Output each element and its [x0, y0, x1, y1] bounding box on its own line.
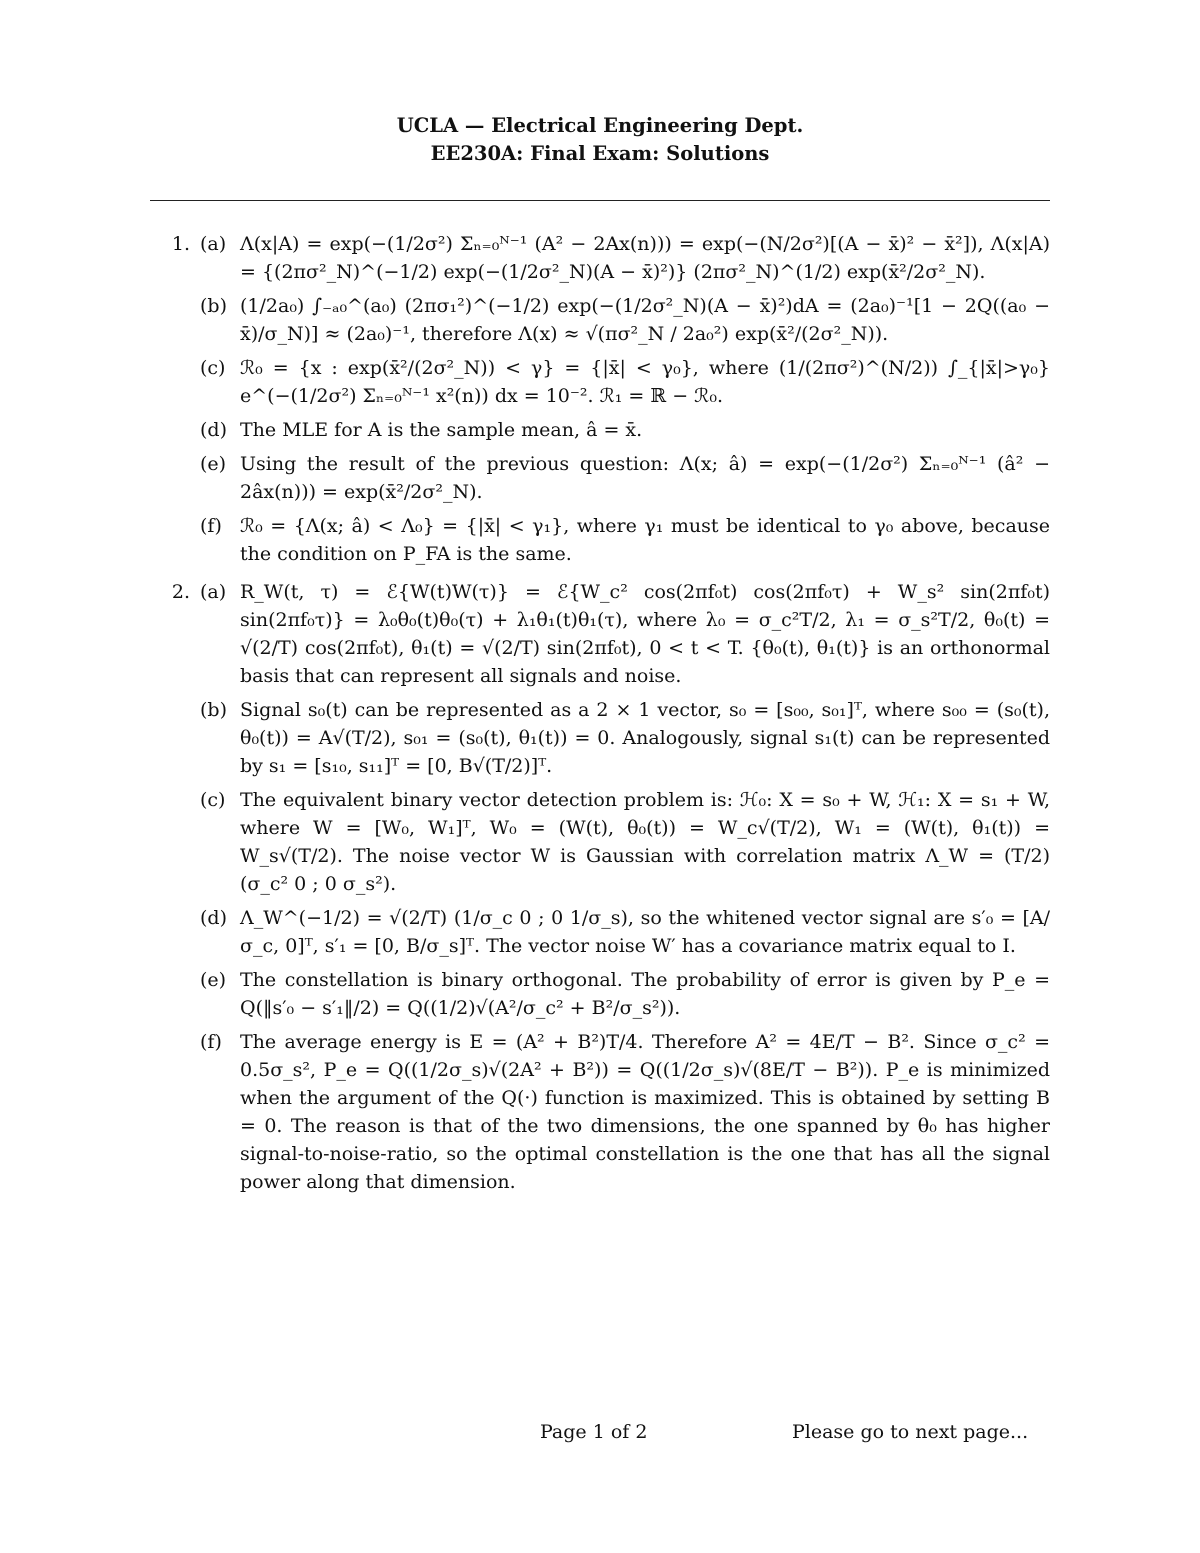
part-label: (b)	[200, 295, 227, 317]
problem-1-part-b	[200, 292, 1050, 348]
problem-2	[150, 578, 1050, 1196]
part-text: The average energy is E = (A² + B²)T/4. Therefore A² = 4E/T − B². Since σ_c² = 0.5σ_s², P_e = Q((1/2σ_s)√(2A² + B²)) = Q((1/2σ_s)√(8E/T − B²)). P_e is minimized when the argument of the Q(·) function is maximized. This is obtained by setting B = 0. The reason is that of the two dimensions, the one spanned by θ₀ has higher signal-to-noise-ratio, so the optimal constellation is the one that has all the signal power along that dimension.	[240, 1031, 1050, 1193]
part-text: ℛ₀ = {x : exp(x̄²/(2σ²_N)) < γ} = {|x̄| < γ₀}, where (1/(2πσ²)^(N/2)) ∫_{|x̄|>γ₀} e^(−(1/2σ²) Σₙ₌₀ᴺ⁻¹ x²(n)) dx = 10⁻². ℛ₁ = ℝ − ℛ₀.	[240, 357, 1050, 407]
problem-1-part-f	[200, 512, 1050, 568]
part-label: (f)	[200, 1031, 222, 1053]
problem-2-part-c	[200, 786, 1050, 898]
part-text: The MLE for A is the sample mean, â = x̄.	[240, 419, 643, 441]
problem-2-part-f	[200, 1028, 1050, 1196]
part-label: (e)	[200, 453, 227, 475]
part-label: (f)	[200, 515, 222, 537]
problem-2-part-b	[200, 696, 1050, 780]
part-label: (e)	[200, 969, 227, 991]
part-text: Λ(x|A) = exp(−(1/2σ²) Σₙ₌₀ᴺ⁻¹ (A² − 2Ax(n))) = exp(−(N/2σ²)[(A − x̄)² − x̄²]), Λ(x|A) = {(2πσ²_N)^(−1/2) exp(−(1/2σ²_N)(A − x̄)²)} (2πσ²_N)^(1/2) exp(x̄²/2σ²_N).	[240, 233, 1050, 283]
problem-1-part-e	[200, 450, 1050, 506]
header-dept: UCLA — Electrical Engineering Dept.	[396, 114, 804, 137]
problem-1-part-c	[200, 354, 1050, 410]
part-label: (d)	[200, 419, 227, 441]
problem-number: 1.	[171, 233, 190, 255]
page-header	[0, 112, 1200, 168]
part-text: The constellation is binary orthogonal. The probability of error is given by P_e = Q(‖s′₀ − s′₁‖/2) = Q((1/2)√(A²/σ_c² + B²/σ_s²)).	[240, 969, 1050, 1019]
problem-2-part-a	[200, 578, 1050, 690]
part-label: (c)	[200, 789, 226, 811]
problem-1-part-a	[200, 230, 1050, 286]
part-label: (a)	[200, 233, 227, 255]
problem-1-part-d	[200, 416, 1050, 444]
part-label: (b)	[200, 699, 227, 721]
header-rule	[150, 200, 1050, 201]
part-text: ℛ₀ = {Λ(x; â) < Λ₀} = {|x̄| < γ₁}, where γ₁ must be identical to γ₀ above, because the condition on P_FA is the same.	[240, 515, 1050, 565]
next-page-note: Please go to next page...	[792, 1421, 1029, 1443]
part-label: (d)	[200, 907, 227, 929]
problem-number: 2.	[171, 581, 190, 603]
part-text: Λ_W^(−1/2) = √(2/T) (1/σ_c 0 ; 0 1/σ_s), so the whitened vector signal are s′₀ = [A/σ_c, 0]ᵀ, s′₁ = [0, B/σ_s]ᵀ. The vector noise W′ has a covariance matrix equal to I.	[240, 907, 1050, 957]
page-number: Page 1 of 2	[540, 1421, 648, 1443]
part-text: Using the result of the previous question: Λ(x; â) = exp(−(1/2σ²) Σₙ₌₀ᴺ⁻¹ (â² − 2âx(n))) = exp(x̄²/2σ²_N).	[240, 453, 1050, 503]
solutions-list	[150, 230, 1050, 1206]
problem-1	[150, 230, 1050, 568]
problem-2-part-e	[200, 966, 1050, 1022]
part-text: The equivalent binary vector detection problem is: ℋ₀: X = s₀ + W, ℋ₁: X = s₁ + W, where W = [W₀, W₁]ᵀ, W₀ = (W(t), θ₀(t)) = W_c√(T/2), W₁ = (W(t), θ₁(t)) = W_s√(T/2). The noise vector W is Gaussian with correlation matrix Λ_W = (T/2)(σ_c² 0 ; 0 σ_s²).	[240, 789, 1050, 895]
header-title: EE230A: Final Exam: Solutions	[430, 142, 770, 165]
part-label: (a)	[200, 581, 227, 603]
part-label: (c)	[200, 357, 226, 379]
problem-2-part-d	[200, 904, 1050, 960]
part-text: R_W(t, τ) = ℰ{W(t)W(τ)} = ℰ{W_c² cos(2πf₀t) cos(2πf₀τ) + W_s² sin(2πf₀t) sin(2πf₀τ)} = λ₀θ₀(t)θ₀(τ) + λ₁θ₁(t)θ₁(τ), where λ₀ = σ_c²T/2, λ₁ = σ_s²T/2, θ₀(t) = √(2/T) cos(2πf₀t), θ₁(t) = √(2/T) sin(2πf₀t), 0 < t < T. {θ₀(t), θ₁(t)} is an orthonormal basis that can represent all signals and noise.	[240, 581, 1050, 687]
part-text: Signal s₀(t) can be represented as a 2 × 1 vector, s₀ = [s₀₀, s₀₁]ᵀ, where s₀₀ = (s₀(t), θ₀(t)) = A√(T/2), s₀₁ = (s₀(t), θ₁(t)) = 0. Analogously, signal s₁(t) can be represented by s₁ = [s₁₀, s₁₁]ᵀ = [0, B√(T/2)]ᵀ.	[240, 699, 1050, 777]
part-text: (1/2a₀) ∫₋ₐ₀^(a₀) (2πσ₁²)^(−1/2) exp(−(1/2σ²_N)(A − x̄)²)dA = (2a₀)⁻¹[1 − 2Q((a₀ − x̄)/σ_N)] ≈ (2a₀)⁻¹, therefore Λ(x) ≈ √(πσ²_N / 2a₀²) exp(x̄²/(2σ²_N)).	[240, 295, 1050, 345]
